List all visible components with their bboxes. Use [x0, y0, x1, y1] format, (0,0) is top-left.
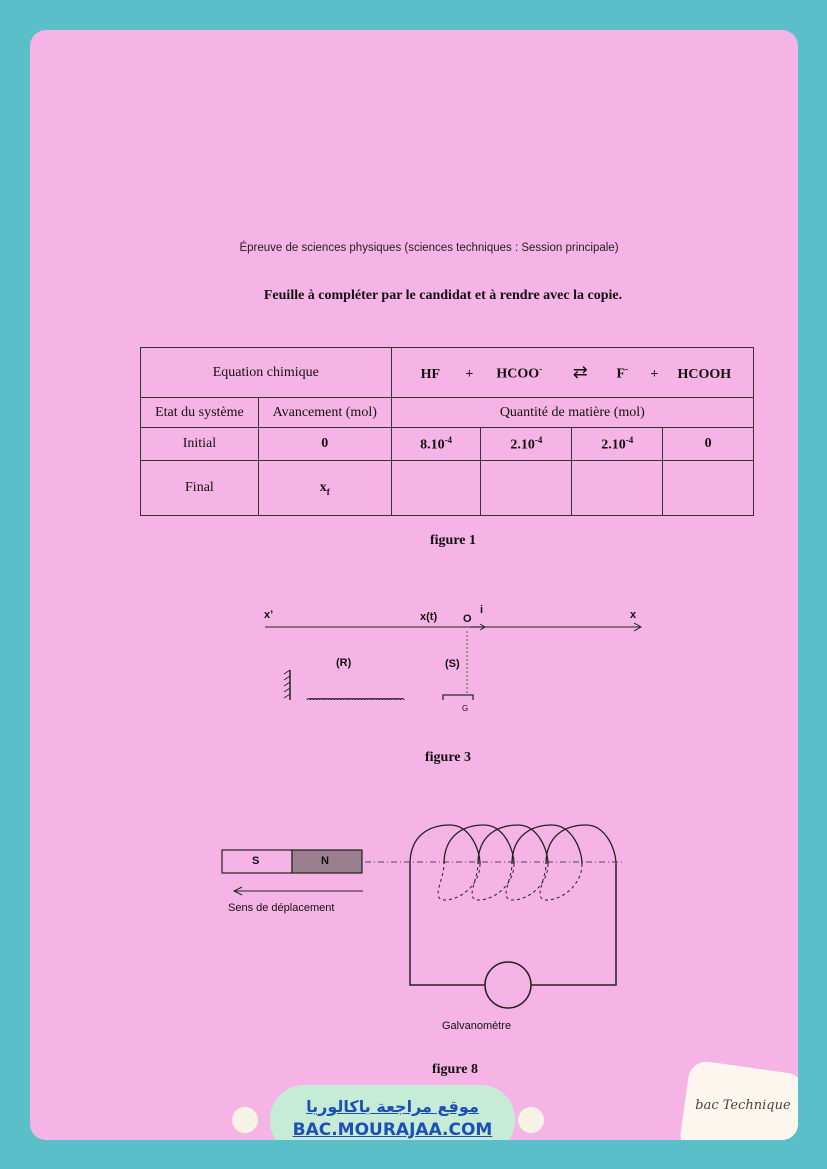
direction-label: Sens de déplacement	[228, 902, 335, 914]
magnet-south-label: S	[252, 855, 260, 867]
center-label: G	[462, 704, 469, 713]
chemical-equation: HF + HCOO- ⇄ F- + HCOOH	[391, 348, 753, 398]
wire-left	[410, 864, 485, 985]
wire-right	[531, 864, 616, 985]
axis-right-label: x	[630, 609, 637, 621]
site-name-arabic[interactable]: موقع مراجعة باكالوريا	[306, 1097, 479, 1116]
final-advance: $x_f$	[258, 461, 391, 516]
exam-subtitle: Feuille à compléter par le candidat et à rendre avec la copie.	[263, 288, 623, 303]
final-q2[interactable]	[481, 461, 572, 516]
site-url[interactable]: BAC.MOURAJAA.COM	[292, 1120, 493, 1140]
bac-technique-text: bac Technique	[695, 1098, 791, 1113]
unit-vector-label: i	[480, 604, 484, 616]
site-logo-left-icon	[232, 1107, 258, 1133]
final-q4[interactable]	[663, 461, 754, 516]
final-q1[interactable]	[391, 461, 481, 516]
solid-block	[443, 695, 473, 700]
axis-left-label: x’	[264, 609, 274, 621]
origin-label: O	[463, 613, 472, 625]
spring-coil	[290, 699, 443, 701]
spring-mass-diagram	[210, 600, 690, 700]
quantity-header: Quantité de matière (mol)	[391, 398, 753, 428]
final-label: Final	[141, 461, 259, 516]
figure1-caption: figure 1	[430, 533, 477, 548]
site-logo-right-icon	[518, 1107, 544, 1133]
final-q3[interactable]	[572, 461, 663, 516]
exam-header: Épreuve de sciences physiques (sciences techniques : Session principale)	[239, 242, 619, 254]
figure3-caption: figure 3	[425, 750, 472, 765]
initial-q3: $2.10^{-4}$	[572, 428, 663, 461]
initial-q1: $8.10^{-4}$	[391, 428, 481, 461]
progress-table	[140, 347, 754, 516]
exam-page	[30, 30, 798, 1140]
equation-label: Equation chimique	[141, 348, 392, 398]
galvanometer-label: Galvanomètre	[442, 1020, 512, 1032]
coil	[410, 825, 616, 864]
initial-advance: 0	[258, 428, 391, 461]
initial-label: Initial	[141, 428, 259, 461]
xt-label: x(t)	[420, 611, 438, 623]
magnet-north-label: N	[321, 855, 329, 867]
spring-label: (R)	[336, 657, 352, 669]
galvanometer-icon	[485, 962, 531, 1008]
figure8-caption: figure 8	[432, 1062, 479, 1077]
advance-header: Avancement (mol)	[258, 398, 391, 428]
site-banner[interactable]	[270, 1085, 515, 1140]
equilibrium-arrow-icon: ⇄	[572, 362, 588, 382]
initial-q4: 0	[663, 428, 754, 461]
state-header: Etat du système	[141, 398, 259, 428]
initial-q2: $2.10^{-4}$	[481, 428, 572, 461]
induction-diagram	[215, 815, 635, 1035]
solid-label: (S)	[445, 658, 460, 670]
